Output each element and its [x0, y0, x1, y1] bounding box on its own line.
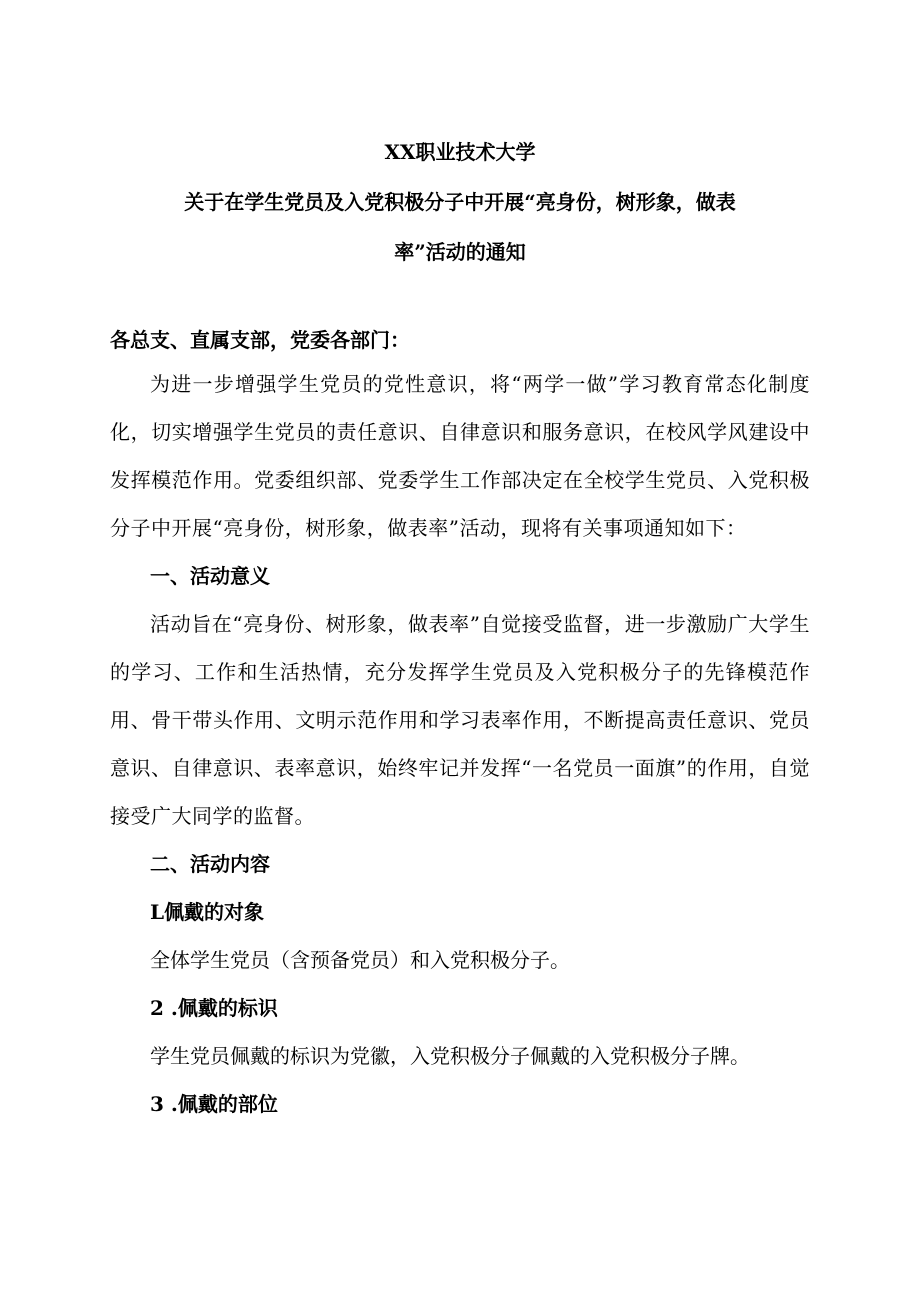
title-line-university: XX职业技术大学 [384, 140, 536, 164]
significance-paragraph: 活动旨在“亮身份、树形象，做表率”自觉接受监督，进一步激励广大学生的学习、工作和生活热情，充分发挥学生党员及入党积极分子的先锋模范作用、骨干带头作用、文明示范作用和学习表率作用，不断提高责任意识、党员意识、自律意识、表率意识，始终牢记并发挥“一名党员一面旗”的作用，自觉接受广大同学的监督。 [110, 612, 810, 828]
item-text-target: 全体学生党员（含预备党员）和入党积极分子。 [150, 948, 570, 972]
intro-paragraph: 为进一步增强学生党员的党性意识，将“两学一做”学习教育常态化制度化，切实增强学生党员的责任意识、自律意识和服务意识，在校风学风建设中发挥模范作用。党委组织部、党委学生工作部决定在全校学生党员、入党积极分子中开展“亮身份，树形象，做表率”活动，现将有关事项通知如下： [110, 372, 810, 540]
section-heading-significance: 一、活动意义 [150, 564, 270, 588]
document-title [110, 127, 810, 277]
salutation: 各总支、直属支部，党委各部门： [110, 328, 410, 352]
section-heading-content: 二、活动内容 [150, 852, 270, 876]
item-text-badge: 学生党员佩戴的标识为党徽，入党积极分子佩戴的入党积极分子牌。 [150, 1044, 750, 1068]
item-heading-position: 3 .佩戴的部位 [150, 1092, 278, 1116]
title-line-subject-end: 率”活动的通知 [394, 240, 526, 264]
title-line-subject: 关于在学生党员及入党积极分子中开展“亮身份，树形象，做表 [184, 190, 736, 214]
item-heading-badge: 2 .佩戴的标识 [150, 996, 278, 1020]
item-heading-target: L佩戴的对象 [150, 900, 265, 924]
document-body [110, 360, 810, 1128]
